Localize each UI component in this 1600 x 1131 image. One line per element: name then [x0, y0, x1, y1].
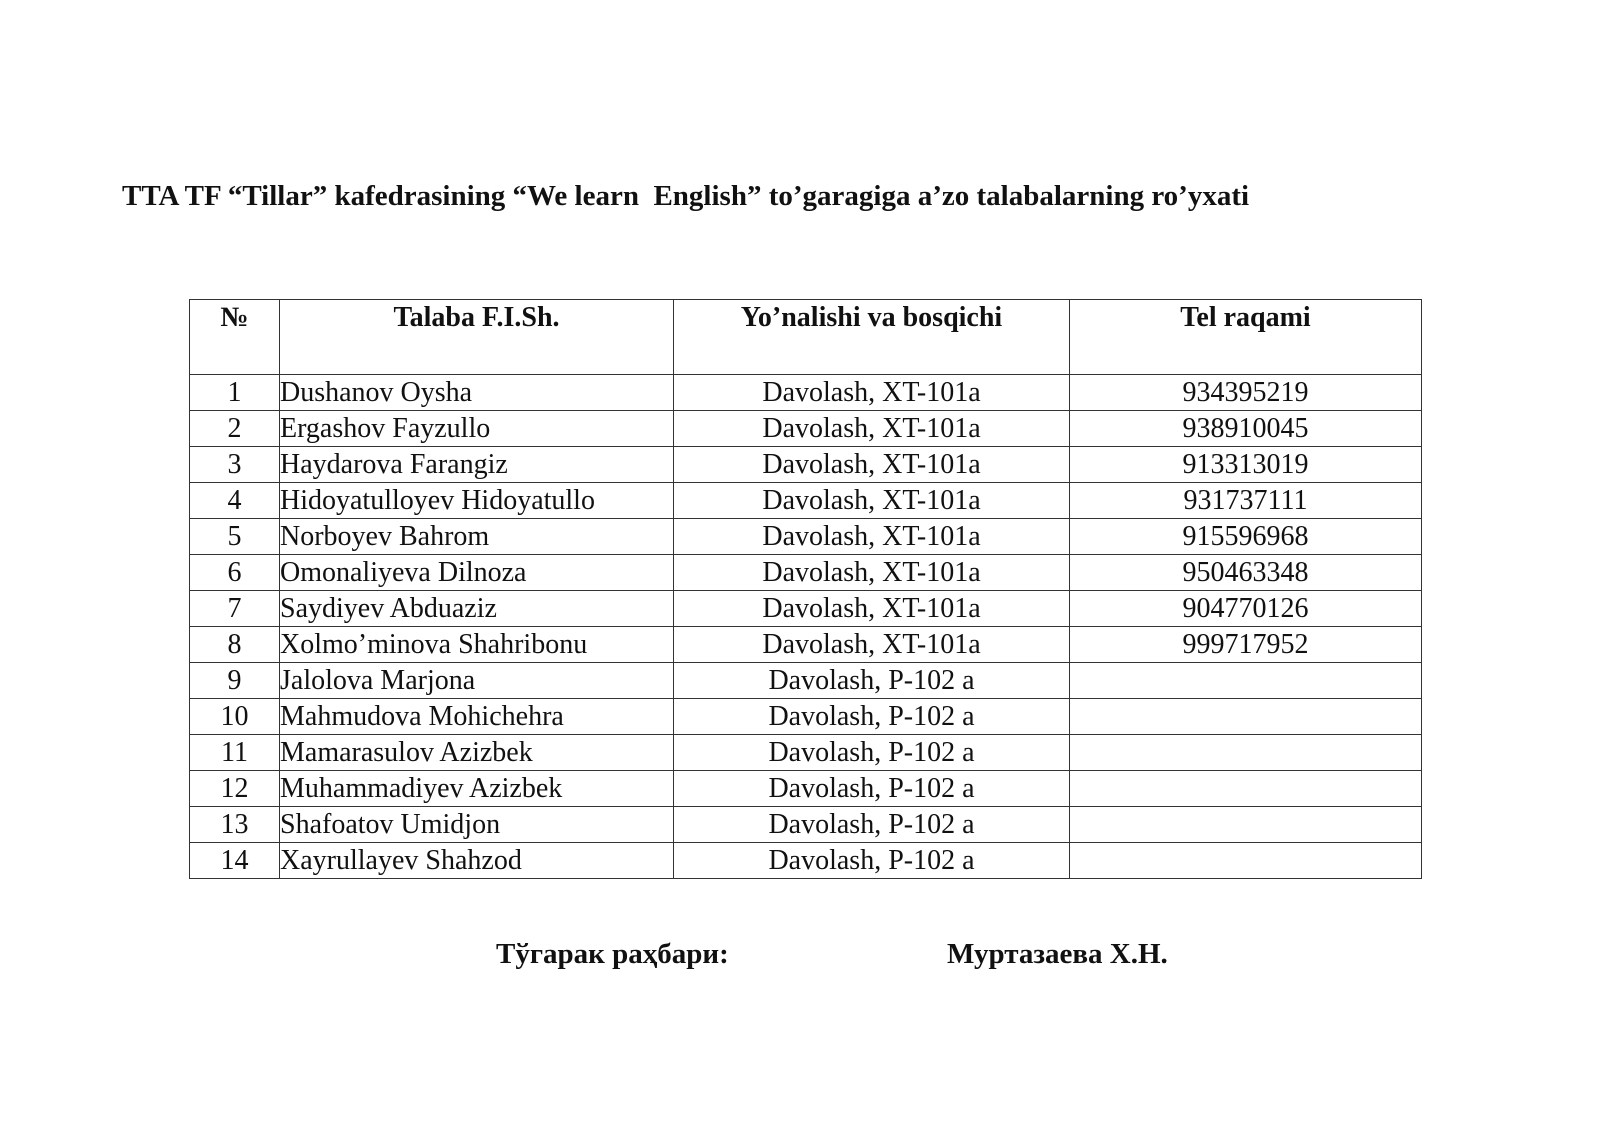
cell-phone: 913313019	[1070, 447, 1422, 483]
cell-direction: Davolash, XT-101a	[674, 483, 1070, 519]
cell-number: 1	[190, 375, 280, 411]
table-row	[190, 483, 1422, 519]
table-row	[190, 843, 1422, 879]
cell-number: 10	[190, 699, 280, 735]
table-row	[190, 807, 1422, 843]
cell-student-name: Xayrullayev Shahzod	[280, 843, 674, 879]
cell-student-name: Omonaliyeva Dilnoza	[280, 555, 674, 591]
cell-student-name: Saydiyev Abduaziz	[280, 591, 674, 627]
table-row	[190, 447, 1422, 483]
cell-phone	[1070, 771, 1422, 807]
cell-phone	[1070, 807, 1422, 843]
table-header-row	[190, 300, 1422, 375]
cell-direction: Davolash, XT-101a	[674, 555, 1070, 591]
cell-phone: 999717952	[1070, 627, 1422, 663]
table-row	[190, 771, 1422, 807]
cell-direction: Davolash, P-102 a	[674, 771, 1070, 807]
cell-number: 6	[190, 555, 280, 591]
cell-phone: 934395219	[1070, 375, 1422, 411]
cell-number: 4	[190, 483, 280, 519]
table-row	[190, 699, 1422, 735]
cell-student-name: Haydarova Farangiz	[280, 447, 674, 483]
cell-student-name: Norboyev Bahrom	[280, 519, 674, 555]
table-body	[190, 375, 1422, 879]
cell-student-name: Jalolova Marjona	[280, 663, 674, 699]
cell-student-name: Xolmo’minova Shahribonu	[280, 627, 674, 663]
cell-phone: 904770126	[1070, 591, 1422, 627]
signature-name: Муртазаева Х.Н.	[947, 938, 1168, 970]
cell-number: 2	[190, 411, 280, 447]
cell-direction: Davolash, XT-101a	[674, 411, 1070, 447]
cell-direction: Davolash, XT-101a	[674, 375, 1070, 411]
table-row	[190, 375, 1422, 411]
students-table	[189, 299, 1422, 879]
cell-phone: 931737111	[1070, 483, 1422, 519]
cell-student-name: Hidoyatulloyev Hidoyatullo	[280, 483, 674, 519]
table-row	[190, 519, 1422, 555]
cell-number: 3	[190, 447, 280, 483]
table-row	[190, 627, 1422, 663]
table-row	[190, 663, 1422, 699]
cell-direction: Davolash, P-102 a	[674, 699, 1070, 735]
table-row	[190, 555, 1422, 591]
cell-direction: Davolash, XT-101a	[674, 519, 1070, 555]
cell-student-name: Shafoatov Umidjon	[280, 807, 674, 843]
cell-phone: 915596968	[1070, 519, 1422, 555]
cell-number: 13	[190, 807, 280, 843]
cell-direction: Davolash, XT-101a	[674, 447, 1070, 483]
document-title: TTA TF “Tillar” kafedrasining “We learn English” to’garagiga a’zo talabalarning ro’yxati	[122, 180, 1250, 212]
cell-number: 11	[190, 735, 280, 771]
cell-student-name: Mamarasulov Azizbek	[280, 735, 674, 771]
table-row	[190, 411, 1422, 447]
header-number: №	[190, 300, 280, 375]
cell-number: 8	[190, 627, 280, 663]
header-direction-stage: Yo’nalishi va bosqichi	[674, 300, 1070, 375]
table-row	[190, 591, 1422, 627]
header-phone: Tel raqami	[1070, 300, 1422, 375]
cell-student-name: Ergashov Fayzullo	[280, 411, 674, 447]
cell-phone	[1070, 699, 1422, 735]
cell-direction: Davolash, P-102 a	[674, 843, 1070, 879]
cell-direction: Davolash, P-102 a	[674, 735, 1070, 771]
cell-student-name: Mahmudova Mohichehra	[280, 699, 674, 735]
cell-number: 7	[190, 591, 280, 627]
cell-direction: Davolash, XT-101a	[674, 627, 1070, 663]
header-student-name: Talaba F.I.Sh.	[280, 300, 674, 375]
cell-phone	[1070, 735, 1422, 771]
signature-label: Тўгарак раҳбари:	[496, 938, 729, 970]
cell-number: 14	[190, 843, 280, 879]
cell-number: 12	[190, 771, 280, 807]
table-row	[190, 735, 1422, 771]
cell-phone: 938910045	[1070, 411, 1422, 447]
cell-student-name: Dushanov Oysha	[280, 375, 674, 411]
cell-student-name: Muhammadiyev Azizbek	[280, 771, 674, 807]
cell-number: 5	[190, 519, 280, 555]
cell-phone: 950463348	[1070, 555, 1422, 591]
cell-direction: Davolash, P-102 a	[674, 663, 1070, 699]
cell-direction: Davolash, XT-101a	[674, 591, 1070, 627]
cell-direction: Davolash, P-102 a	[674, 807, 1070, 843]
cell-phone	[1070, 663, 1422, 699]
cell-number: 9	[190, 663, 280, 699]
cell-phone	[1070, 843, 1422, 879]
